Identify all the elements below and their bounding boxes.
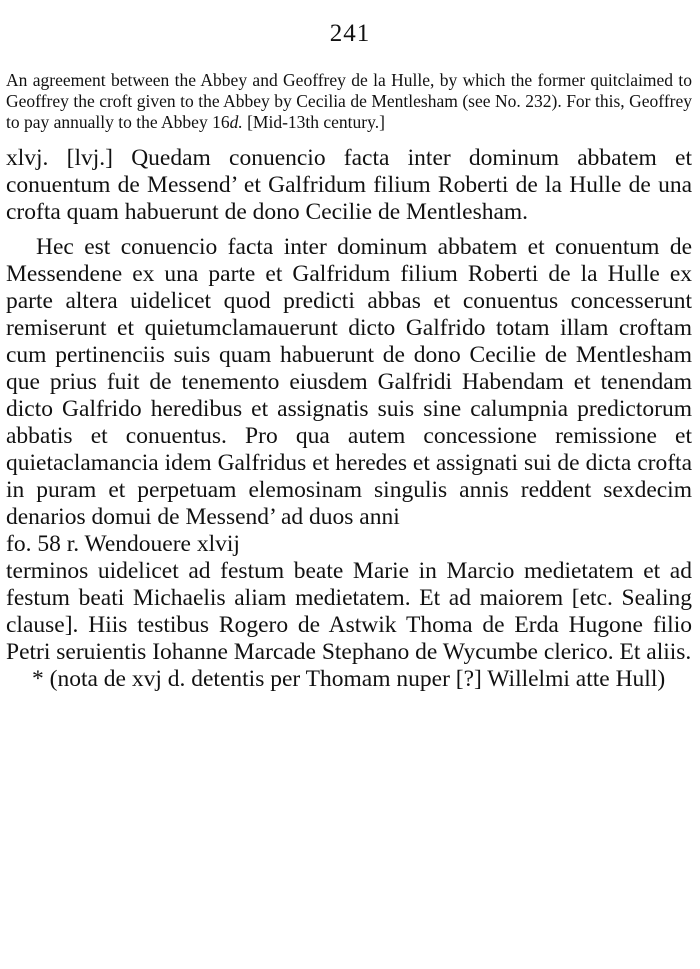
marginal-note: * (nota de xvj d. detentis per Thomam nuper [?] Willelmi atte Hull) bbox=[32, 666, 666, 692]
charter-body: Hec est conuencio facta inter dominum abbatem et conuentum de Messendene ex una parte et Galfridum filium Roberti de la Hulle ex parte altera uidelicet quod predicti abbas et conuentus concesserunt remiserunt et quietumclamauerunt dicto Galfrido totam illam croftam cum pertinenciis suis quam habuerunt de dono Cecilie de Mentlesham que prius fuit de tenemento eiusdem Galfridi Habendam et tenendam dicto Galfrido heredibus et assignatis suis sine calumpnia predictorum abbatis et conuentus. Pro qua autem concessione remissione et quietaclamancia idem Galfridus et heredes et assignati sui de dicta crofta in puram et perpetuam elemosinam singulis annis reddent sexdecim denarios domui de Messend’ ad duos anni bbox=[6, 234, 692, 530]
charter-summary bbox=[6, 70, 692, 133]
page-number: 241 bbox=[329, 20, 371, 47]
document-page bbox=[6, 18, 694, 693]
folio-marker: fo. 58 r. Wendouere xlvij bbox=[6, 531, 240, 557]
summary-date: [Mid-13th century.] bbox=[242, 112, 385, 132]
summary-pence-abbrev: d. bbox=[229, 112, 243, 132]
summary-text: An agreement between the Abbey and Geoffrey de la Hulle, by which the former quitclaimed to Geoffrey the croft given to the Abbey by Cecilia de Mentlesham (see No. 232). For this, Geoffrey to pay annually to the Abbey 16 bbox=[6, 70, 692, 132]
charter-heading: xlvj. [lvj.] Quedam conuencio facta inter dominum abbatem et conuentum de Messend’ et Galfridum filium Roberti de la Hulle de una crofta quam habuerunt de dono Cecilie de Mentlesham. bbox=[6, 145, 692, 225]
charter-continuation: terminos uidelicet ad festum beate Marie in Marcio medietatem et ad festum beati Michaelis aliam medietatem. Et ad maiorem [etc. Sealing clause]. Hiis testibus Rogero de Astwik Thoma de Erda Hugone filio Petri seruientis Iohanne Marcade Stephano de Wycumbe clerico. Et aliis. bbox=[6, 558, 692, 665]
